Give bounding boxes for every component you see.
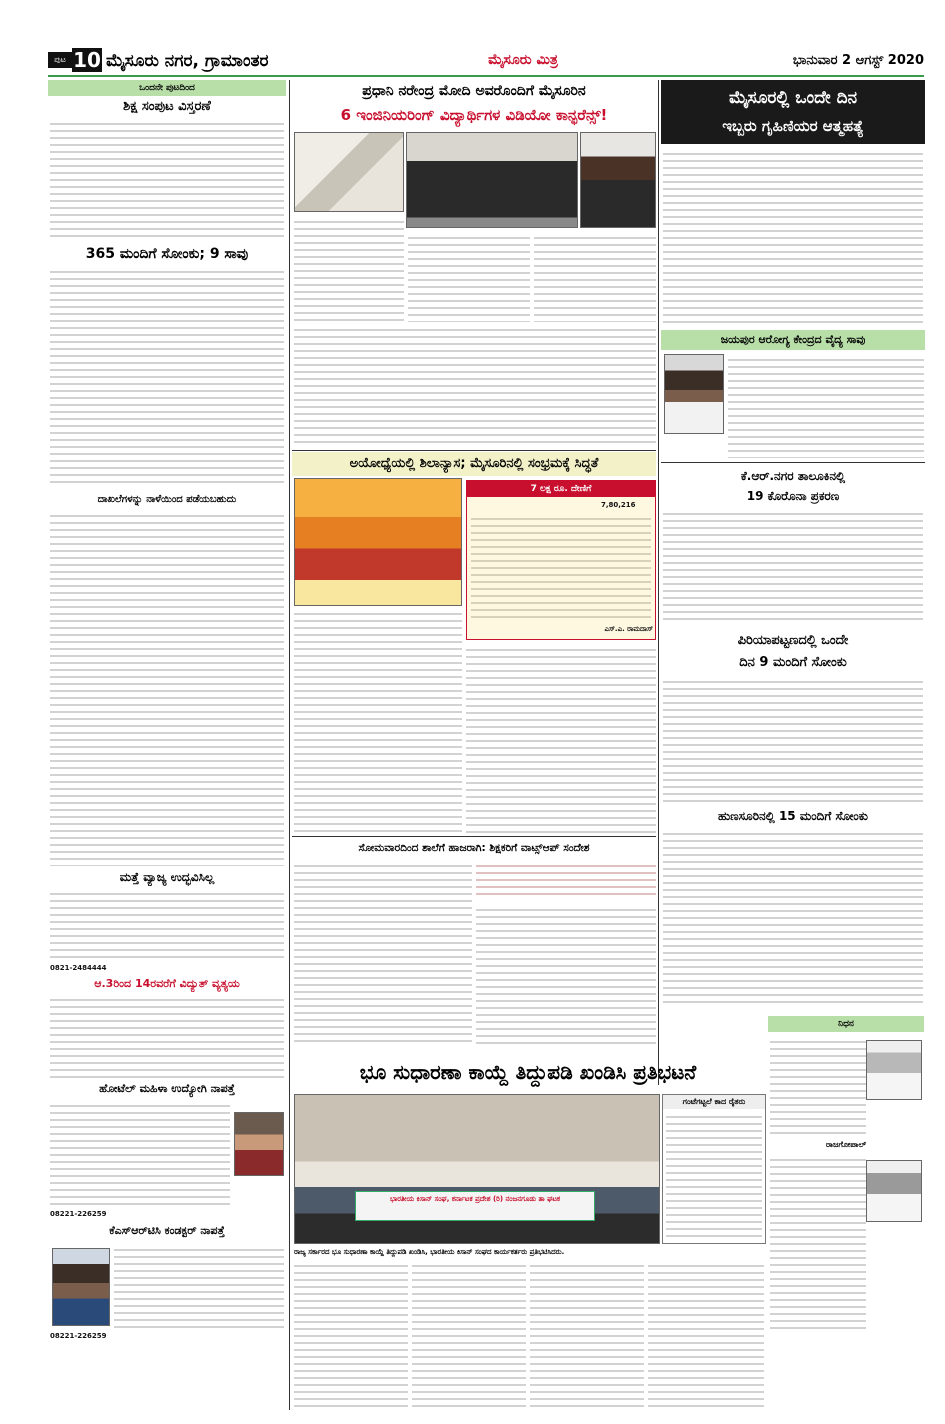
paper-name: ಮೈಸೂರು ಮಿತ್ರ [488,52,558,68]
schools-headline: ಸೋಮವಾರದಿಂದ ಶಾಲೆಗೆ ಹಾಜರಾಗಿ: ಶಿಕ್ಷಕರಿಗೆ ವಾಟ್ಸ್‌ಆಪ್ ಸಂದೇಶ [358,842,590,854]
article-body [50,266,284,488]
ram-temple-illustration [294,478,462,606]
donation-box-body [471,513,651,621]
article-body [50,510,284,866]
protest-photo [294,1094,660,1244]
side-box-title: ಗಂಟೆಗಟ್ಟಲೆ ಕಾದ ರೈತರು [663,1095,765,1109]
article-body [728,354,924,458]
periyapatna-headline-line1: ಪಿರಿಯಾಪಟ್ಟಣದಲ್ಲಿ ಒಂದೇ [737,633,849,648]
article-body [663,508,923,624]
obituary-photo [866,1160,922,1222]
missing-conductor-photo [52,1248,110,1326]
doctor-photo [664,354,724,434]
headline-line2: ಇಬ್ಬರು ಗೃಹಿಣಿಯರ ಆತ್ಮಹತ್ಯೆ [722,117,864,135]
article-body [294,860,472,1046]
divider [292,450,656,451]
lead-headline-line2: 6 ಇಂಜಿನಿಯರಿಂಗ್ ವಿದ್ಯಾರ್ಥಿಗಳ ವಿಡಿಯೋ ಕಾನ್ಫರೆನ್ಸ್! [340,106,608,124]
masthead-rule [48,75,924,77]
article-body [294,324,656,448]
obituary-name: ರಾಜಗೋಪಾಲ್ [825,1140,867,1149]
article-headline: ಶಿಕ್ಷ ಸಂಪುಟ ವಿಸ್ತರಣೆ [123,99,211,114]
article-body [466,644,656,834]
protest-banner: ಭಾರತೀಯ ಕಿಸಾನ್ ಸಂಘ, ಕರ್ನಾಟಕ ಪ್ರದೇಶ (ರಿ) ನಂಜನಗೂಡು ತಾ ಘಟಕ [355,1191,595,1221]
section-title: ಮೈಸೂರು ನಗರ, ಗ್ರಾಮಾಂತರ [106,51,269,71]
donation-amount: 7,80,216 [601,501,636,509]
article-headline: ಕೆಎಸ್‌ಆರ್‌ಟಿಸಿ ಕಂಡಕ್ಟರ್ ನಾಪತ್ತೆ [109,1224,225,1237]
article-body [114,1244,284,1328]
divider [661,462,925,463]
band-from-page-one: ಒಂದನೇ ಪುಟದಿಂದ [48,80,286,96]
donation-box [466,480,656,640]
headline-line1: ಮೈಸೂರಲ್ಲಿ ಒಂದೇ ದಿನ [728,88,858,108]
side-box-body [666,1111,762,1241]
students-group-photo [406,132,578,228]
land-reform-headline: ಭೂ ಸುಧಾರಣಾ ಕಾಯ್ದೆ ತಿದ್ದುಪಡಿ ಖಂಡಿಸಿ ಪ್ರತಿಭಟನೆ [359,1060,697,1084]
article-body [663,148,923,328]
contact-number: 0821-2484444 [50,964,107,972]
student-girl-photo [580,132,656,228]
photo-caption: ರಾಜ್ಯ ಸರ್ಕಾರದ ಭೂ ಸುಧಾರಣಾ ಕಾಯ್ದೆ ತಿದ್ದುಪಡಿ ಖಂಡಿಸಿ, ಭಾರತೀಯ ಕಿಸಾನ್ ಸಂಘದ ಕಾರ್ಯಕರ್ತರು ಪ್ರತಿಭಟಿಸಿದರು. [294,1248,565,1256]
donation-signature: ಎಸ್.ಎ. ರಾಮದಾಸ್ [604,625,653,633]
date-line: ಭಾನುವಾರ 2 ಆಗಸ್ಟ್ 2020 [792,53,924,68]
masthead [48,46,924,74]
article-body [476,904,656,1046]
article-body [534,232,656,322]
obituary-photo [866,1040,922,1100]
article-headline: 365 ಮಂದಿಗೆ ಸೋಂಕು; 9 ಸಾವು [85,246,249,262]
hunsur-headline: ಹುಣಸೂರಿನಲ್ಲಿ 15 ಮಂದಿಗೆ ಸೋಂಕು [718,809,868,823]
obituary-body [770,1154,866,1330]
periyapatna-headline-line2: ದಿನ 9 ಮಂದಿಗೆ ಸೋಂಕು [739,655,847,670]
article-headline: ಮತ್ತೆ ವ್ಯಾಜ್ಯ ಉದ್ಭವಿಸಿಲ್ಲ [119,870,215,884]
donation-box-title: 7 ಲಕ್ಷ ರೂ. ದೇಣಿಗೆ [467,481,655,497]
article-headline: ಹೋಟೆಲ್ ಮಹಿಳಾ ಉದ್ಯೋಗಿ ನಾಪತ್ತೆ [99,1082,235,1095]
article-body [294,1260,408,1410]
obituary-band: ನಿಧನ [768,1016,924,1032]
article-body [50,118,284,242]
article-body [408,232,530,322]
kr-nagar-headline-line2: 19 ಕೊರೊನಾ ಪ್ರಕರಣ [746,489,840,503]
contact-number: 08221-226259 [50,1210,107,1218]
modi-video-photo [294,132,404,212]
divider [292,836,656,837]
article-body [663,676,923,802]
missing-woman-photo [234,1112,284,1176]
article-headline: ದಾಖಲೆಗಳನ್ನು ನಾಳೆಯಿಂದ ಪಡೆಯಬಹುದು [97,494,237,505]
article-body [530,1260,644,1410]
pull-quote [476,860,656,900]
article-body [412,1260,526,1410]
article-body [663,828,923,1004]
contact-number: 08221-226259 [50,1332,107,1340]
article-headline: ಆ.3ರಿಂದ 14ರವರೆಗೆ ವಿದ್ಯುತ್ ವ್ಯತ್ಯಯ [94,977,240,990]
suicide-headline-box [661,80,925,144]
article-body [50,1100,230,1210]
pull-quote [294,216,404,322]
kr-nagar-headline-line1: ಕೆ.ಆರ್.ನಗರ ತಾಲೂಕಿನಲ್ಲಿ [740,469,846,483]
article-body [50,888,284,962]
article-body [648,1260,764,1410]
page-number: 10 [73,48,101,72]
lead-headline-line1: ಪ್ರಧಾನಿ ನರೇಂದ್ರ ಮೋದಿ ಅವರೊಂದಿಗೆ ಮೈಸೂರಿನ [362,83,586,99]
farmers-side-box [662,1094,766,1244]
column-rule-left [289,80,290,1410]
article-body [294,608,462,834]
article-body [50,994,284,1078]
ayodhya-headline: ಅಯೋಧ್ಯೆಯಲ್ಲಿ ಶಿಲಾನ್ಯಾಸ; ಮೈಸೂರಿನಲ್ಲಿ ಸಂಭ್ರಮಕ್ಕೆ ಸಿದ್ಧತೆ [292,452,656,476]
page-label: ಪುಟ [48,52,72,68]
doctor-death-headline: ಜಯಪುರ ಆರೋಗ್ಯ ಕೇಂದ್ರದ ವೈದ್ಯ ಸಾವು [661,330,925,350]
obituary-body [770,1036,866,1136]
column-rule-right [658,80,659,1085]
